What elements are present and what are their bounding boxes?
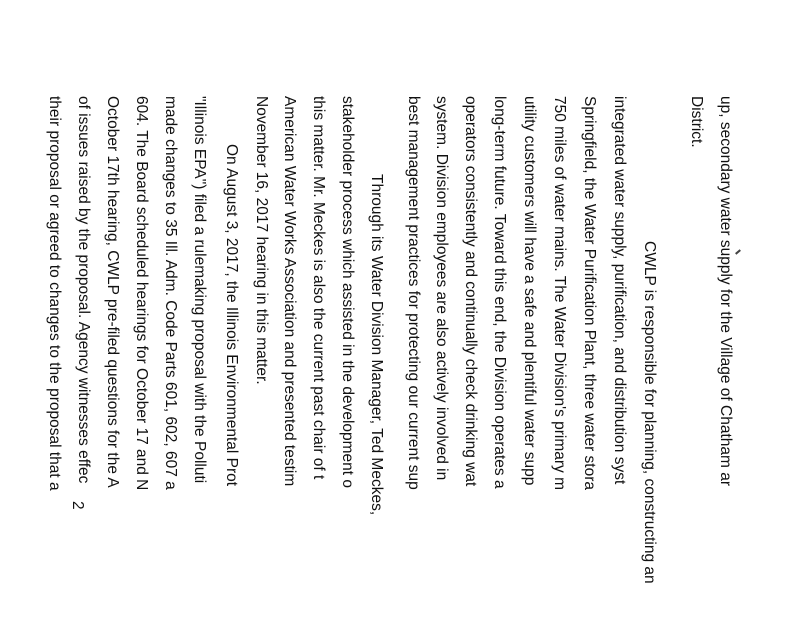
paragraph-first-line: CWLP is responsible for planning, constructing an <box>641 241 658 584</box>
text-line: American Water Works Association and presented testim <box>281 96 298 487</box>
text-line: of issues raised by the proposal. Agency witnesses effec <box>75 96 92 484</box>
text-line: October 17th hearing, CWLP pre-filed questions for the A <box>104 96 121 488</box>
text-line: "Illinois EPA") filed a rulemaking proposal with the Polluti <box>191 96 208 484</box>
text-line: November 16, 2017 hearing in this matter. <box>253 96 270 385</box>
paragraph-first-line: On August 3, 2017, the Illinois Environmental Prot <box>223 144 240 487</box>
text-line: their proposal or agreed to changes to the proposal that a <box>46 96 63 491</box>
page-number: 2 <box>69 501 86 510</box>
text-line: made changes to 35 Ill. Adm. Code Parts 601, 602, 607 a <box>162 96 179 490</box>
text-line: utility customers will have a safe and plentiful water supp <box>521 96 538 486</box>
text-line: best management practices for protecting our current sup <box>405 96 422 490</box>
text-line: stakeholder process which assisted in the development o <box>339 96 356 489</box>
text-line: up, secondary water supply for the Village of Chatham ar <box>717 96 734 487</box>
text-line: 750 miles of water mains. The Water Division's primary m <box>551 96 568 491</box>
scan-speck <box>735 249 741 254</box>
text-line: operators consistently and continually check drinking wat <box>462 96 479 487</box>
text-line: Springfield, the Water Purification Plant, three water stora <box>581 96 598 491</box>
text-line: this matter. Mr. Meckes is also the current past chair of t <box>310 96 327 480</box>
paragraph-first-line: Through its Water Division Manager, Ted Meckes, <box>368 174 385 516</box>
text-line: 604. The Board scheduled hearings for October 17 and N <box>133 96 150 491</box>
text-line: integrated water supply, purification, and distribution syst <box>611 96 628 485</box>
text-line: long-term future. Toward this end, the Division operates a <box>491 96 508 489</box>
text-line: system. Division employees are also actively involved in <box>433 96 450 481</box>
text-line: District. <box>688 96 705 148</box>
